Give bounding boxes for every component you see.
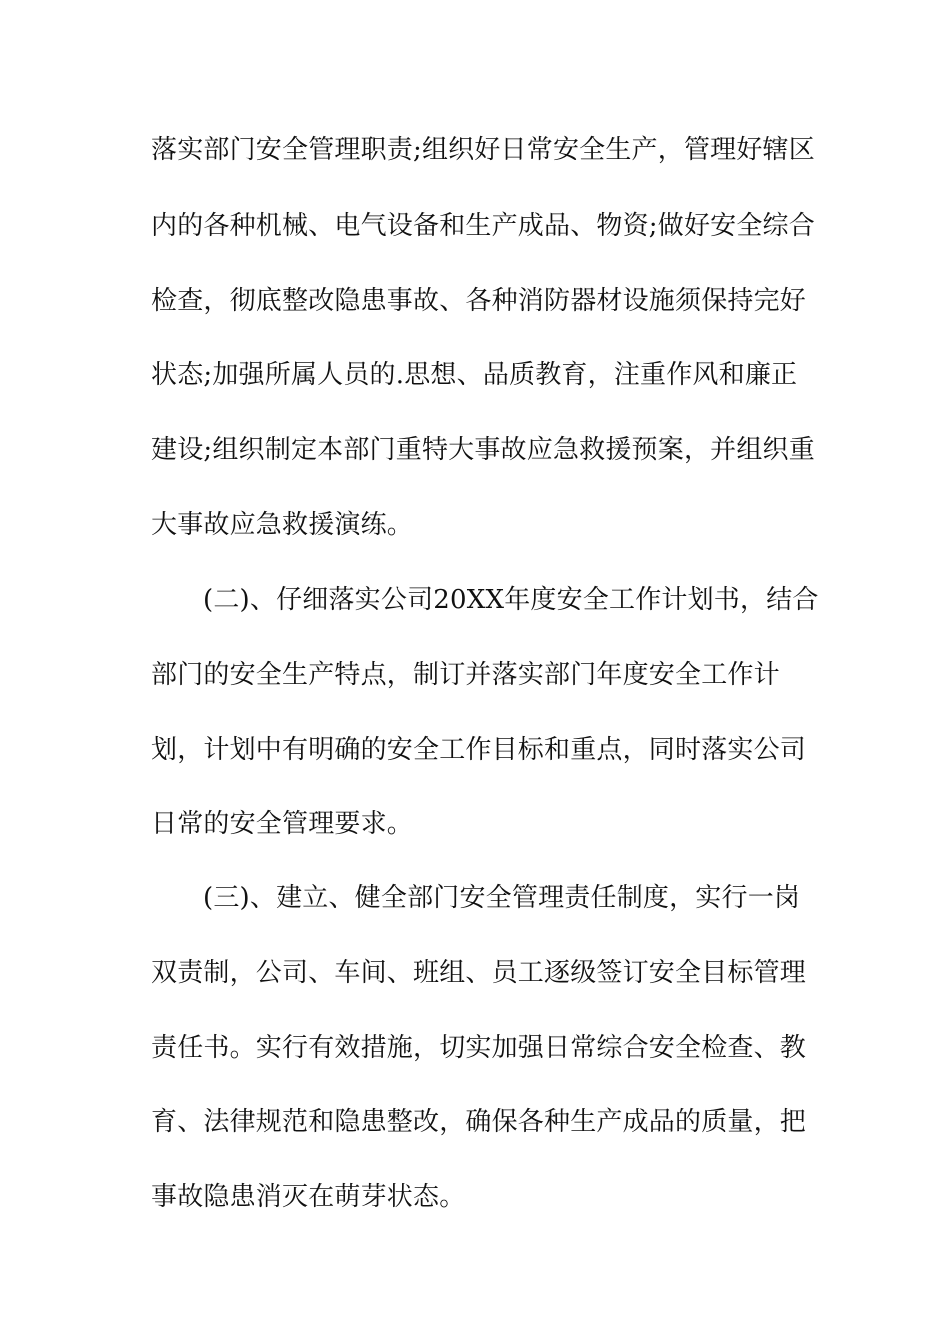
paragraph-3-line-5: 事故隐患消灭在萌芽状态。 <box>151 1182 466 1212</box>
paragraph-2-line-2: 部门的安全生产特点，制订并落实部门年度安全工作计 <box>151 660 780 690</box>
paragraph-3-line-4: 育、法律规范和隐患整改，确保各种生产成品的质量，把 <box>151 1107 807 1137</box>
paragraph-1-line-1: 落实部门安全管理职责;组织好日常安全生产，管理好辖区 <box>151 135 815 165</box>
paragraph-2-line-3: 划，计划中有明确的安全工作目标和重点，同时落实公司 <box>151 735 807 765</box>
paragraph-3-line-3: 责任书。实行有效措施，切实加强日常综合安全检查、教 <box>151 1033 807 1063</box>
paragraph-1-line-6: 大事故应急救援演练。 <box>151 510 414 540</box>
paragraph-1-line-5: 建设;组织制定本部门重特大事故应急救援预案，并组织重 <box>151 435 815 465</box>
paragraph-2-line-1: (二)、仔细落实公司20XX年度安全工作计划书，结合 <box>203 585 819 615</box>
paragraph-1-line-3: 检查，彻底整改隐患事故、各种消防器材设施须保持完好 <box>151 286 807 316</box>
paragraph-2-line-4: 日常的安全管理要求。 <box>151 809 414 839</box>
paragraph-3-line-1: (三)、建立、健全部门安全管理责任制度，实行一岗 <box>203 883 801 913</box>
paragraph-1-line-4: 状态;加强所属人员的.思想、品质教育，注重作风和廉正 <box>151 360 798 390</box>
paragraph-3-line-2: 双责制，公司、车间、班组、员工逐级签订安全目标管理 <box>151 958 807 988</box>
paragraph-1-line-2: 内的各种机械、电气设备和生产成品、物资;做好安全综合 <box>151 211 815 241</box>
